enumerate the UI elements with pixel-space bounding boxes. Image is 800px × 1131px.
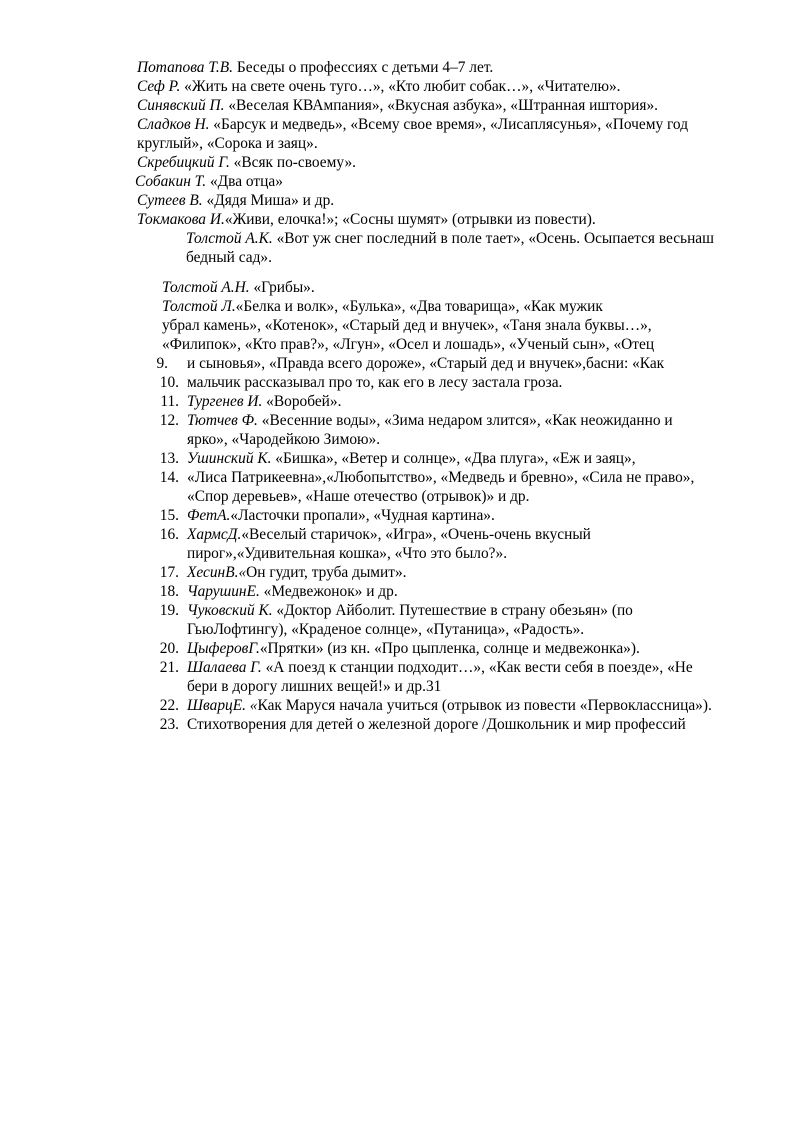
list-item-continuation — [162, 316, 652, 335]
work-titles: «Прятки» (из кн. «Про цыпленка, солнце и медвежонка»). — [259, 640, 640, 657]
list-item-continuation — [187, 373, 562, 392]
author-name: Толстой Л. — [162, 298, 236, 315]
work-titles: «Филипок», «Кто прав?», «Лгун», «Осел и лошадь», «Ученый сын», «Отец — [162, 336, 655, 353]
list-number: 15. — [159, 507, 179, 524]
list-number: 12. — [159, 412, 179, 429]
list-item — [137, 153, 356, 172]
author-name: Тургенев И. — [187, 393, 263, 410]
work-titles: Стихотворения для детей о железной дороге /Дошкольник и мир профессий — [187, 716, 686, 733]
list-item — [137, 191, 334, 210]
author-name: Толстой А.Н. — [162, 279, 250, 296]
list-number: 18. — [159, 583, 179, 600]
list-number: 11. — [160, 393, 179, 410]
work-titles: бедный сад». — [186, 249, 272, 266]
work-titles: «Бишка», «Ветер и солнце», «Два плуга», «Еж и заяц», — [271, 450, 636, 467]
list-item — [137, 96, 658, 115]
list-number: 10. — [159, 374, 179, 391]
author-name: ЦыферовГ. — [187, 640, 260, 657]
list-item — [187, 449, 636, 468]
list-item — [187, 696, 712, 715]
work-titles: «Медвежонок» и др. — [259, 583, 398, 600]
author-name: Толстой А.К. — [186, 230, 273, 247]
list-item — [162, 278, 315, 297]
list-item — [187, 411, 673, 430]
work-titles: «Всяк по-своему». — [229, 154, 356, 171]
work-titles: «Доктор Айболит. Путешествие в страну обезьян» (по — [272, 602, 633, 619]
work-titles: «Веселая КВАмпания», «Вкусная азбука», «Штранная иштория». — [224, 97, 659, 114]
author-name: Тютчев Ф. — [187, 412, 258, 429]
author-name: Сутеев В. — [137, 192, 203, 209]
list-number: 22. — [159, 697, 179, 714]
list-number: 9. — [156, 355, 168, 372]
work-titles: ярко», «Чародейкою Зимою». — [187, 431, 381, 448]
work-titles: «Вот уж снег последний в поле тает», «Осень. Осыпается весьнаш — [272, 230, 714, 247]
work-titles: ГьюЛофтингу), «Краденое солнце», «Путаница», «Радость». — [187, 621, 585, 638]
list-item — [187, 525, 591, 544]
author-name: ШварцЕ. « — [187, 697, 258, 714]
author-name: Сладков Н. — [137, 116, 210, 133]
list-item — [187, 563, 407, 582]
work-titles: «Два отца» — [206, 173, 283, 190]
work-titles: убрал камень», «Котенок», «Старый дед и внучек», «Таня знала буквы…», — [162, 317, 652, 334]
list-item — [137, 58, 493, 77]
author-name: ХармсД. — [187, 526, 242, 543]
author-name: Ушинский К. — [187, 450, 272, 467]
list-item — [135, 172, 283, 191]
list-item — [162, 297, 603, 316]
list-item — [137, 77, 621, 96]
work-titles: пирог»,«Удивительная кошка», «Что это было?». — [187, 545, 508, 562]
work-titles: круглый», «Сорока и заяц». — [137, 135, 318, 152]
list-number: 23. — [159, 716, 179, 733]
list-item — [187, 392, 341, 411]
author-name: Синявский П. — [137, 97, 225, 114]
work-titles: Он гудит, труба дымит». — [246, 564, 407, 581]
list-item-continuation — [187, 544, 507, 563]
list-number: 13. — [159, 450, 179, 467]
list-number: 21. — [159, 659, 179, 676]
work-titles: «Жить на свете очень туго…», «Кто любит собак…», «Читателю». — [180, 78, 621, 95]
list-number: 17. — [159, 564, 179, 581]
list-item — [137, 115, 688, 134]
work-titles: «Ласточки пропали», «Чудная картина». — [230, 507, 495, 524]
list-item — [187, 639, 640, 658]
work-titles: «Весенние воды», «Зима недаром злится», «Как неожиданно и — [257, 412, 673, 429]
list-number: 16. — [159, 526, 179, 543]
author-name: Сеф Р. — [137, 78, 181, 95]
work-titles: «Дядя Миша» и др. — [202, 192, 335, 209]
author-name: ХесинВ.« — [187, 564, 247, 581]
list-number: 14. — [159, 469, 179, 486]
work-titles: «Воробей». — [262, 393, 342, 410]
list-item-continuation — [137, 134, 318, 153]
author-name: Скребицкий Г. — [137, 154, 230, 171]
work-titles: Беседы о профессиях с детьми 4‒7 лет. — [233, 59, 494, 76]
list-item-continuation — [187, 620, 584, 639]
author-name: Собакин Т. — [135, 173, 207, 190]
work-titles: «Белка и волк», «Булька», «Два товарища», «Как мужик — [235, 298, 603, 315]
list-item — [187, 601, 633, 620]
list-item — [187, 506, 495, 525]
work-titles: Как Маруся начала учиться (отрывок из повести «Первоклассница»). — [257, 697, 712, 714]
work-titles: «А поезд к станции подходит…», «Как вести себя в поезде», «Не — [261, 659, 693, 676]
list-item-continuation — [187, 715, 686, 734]
author-name: Токмакова И. — [137, 211, 225, 228]
author-name: ЧарушинЕ. — [187, 583, 260, 600]
list-number: 19. — [159, 602, 179, 619]
work-titles: мальчик рассказывал про то, как его в лесу застала гроза. — [187, 374, 563, 391]
work-titles: и сыновья», «Правда всего дороже», «Старый дед и внучек»,басни: «Как — [187, 355, 665, 372]
author-name: ФетА. — [187, 507, 231, 524]
work-titles: «Лиса Патрикеевна»,«Любопытство», «Медведь и бревно», «Сила не право», — [187, 469, 695, 486]
work-titles: «Грибы». — [249, 279, 315, 296]
list-item-continuation — [187, 677, 441, 696]
author-name: Потапова Т.В. — [137, 59, 234, 76]
list-item-continuation — [162, 335, 654, 354]
work-titles: «Спор деревьев», «Наше отечество (отрывок)» и др. — [187, 488, 530, 505]
list-item-continuation — [187, 487, 529, 506]
list-item-continuation — [187, 468, 694, 487]
work-titles: «Барсук и медведь», «Всему свое время», «Лисаплясунья», «Почему год — [209, 116, 689, 133]
list-number: 20. — [159, 640, 179, 657]
work-titles: бери в дорогу лишних вещей!» и др.31 — [187, 678, 442, 695]
list-item-continuation — [187, 354, 664, 373]
author-name: Чуковский К. — [187, 602, 273, 619]
list-item — [187, 582, 398, 601]
work-titles: «Живи, елочка!»; «Сосны шумят» (отрывки из повести). — [224, 211, 596, 228]
list-item — [186, 229, 714, 248]
work-titles: «Веселый старичок», «Игра», «Очень-очень вкусный — [241, 526, 591, 543]
list-item-continuation — [186, 248, 272, 267]
list-item — [187, 658, 693, 677]
list-item — [137, 210, 596, 229]
list-item-continuation — [187, 430, 380, 449]
author-name: Шалаева Г. — [187, 659, 262, 676]
